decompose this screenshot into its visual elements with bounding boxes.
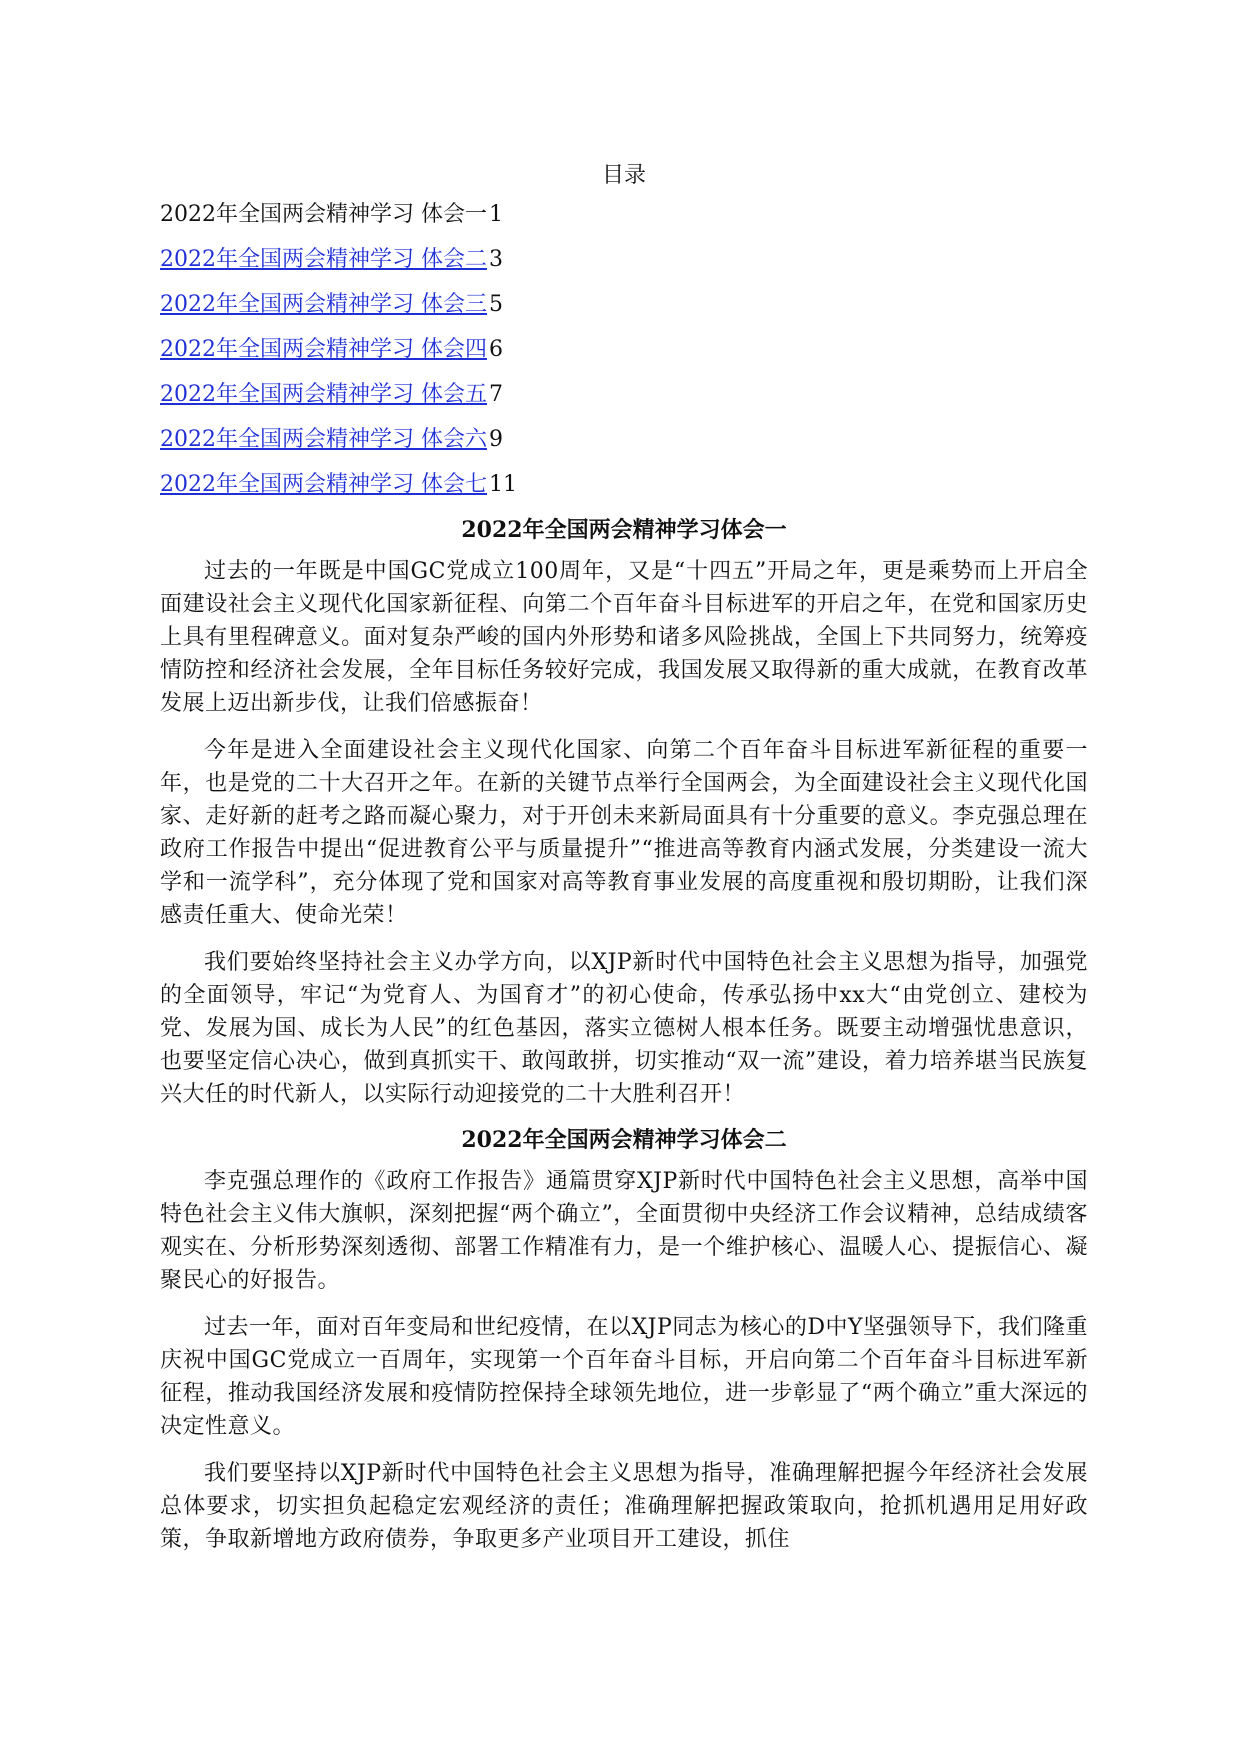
toc-item-title[interactable]: 2022年全国两会精神学习 体会一 (160, 202, 487, 227)
document-page (160, 160, 1088, 1570)
section-2 (160, 1125, 1088, 1556)
toc-link[interactable]: 2022年全国两会精神学习 体会二 (160, 247, 487, 272)
toc-item-page: 11 (488, 472, 517, 497)
toc-item-7[interactable] (160, 470, 1088, 500)
toc-link[interactable]: 2022年全国两会精神学习 体会三 (160, 292, 487, 317)
toc-item-page: 5 (488, 292, 503, 317)
section-1 (160, 515, 1088, 1111)
section-heading: 2022年全国两会精神学习体会一 (461, 517, 787, 543)
toc-link[interactable]: 2022年全国两会精神学习 体会七 (160, 472, 487, 497)
toc-item-5[interactable] (160, 380, 1088, 410)
section-heading: 2022年全国两会精神学习体会二 (461, 1127, 787, 1153)
paragraph: 过去的一年既是中国GC党成立100周年，又是“十四五”开局之年，更是乘势而上开启全面建设社会主义现代化国家新征程、向第二个百年奋斗目标进军的开启之年，在党和国家历史上具有里程碑意义。面对复杂严峻的国内外形势和诸多风险挑战，全国上下共同努力，统筹疫情防控和经济社会发展，全年目标任务较好完成，我国发展又取得新的重大成就，在教育改革发展上迈出新步伐，让我们倍感振奋！ (160, 559, 1088, 716)
toc-item-1[interactable] (160, 200, 1088, 230)
toc-link[interactable]: 2022年全国两会精神学习 体会四 (160, 337, 487, 362)
table-of-contents (160, 200, 1088, 500)
toc-item-6[interactable] (160, 425, 1088, 455)
toc-item-3[interactable] (160, 290, 1088, 320)
toc-item-page: 7 (488, 382, 503, 407)
paragraph: 我们要始终坚持社会主义办学方向，以XJP新时代中国特色社会主义思想为指导，加强党的全面领导，牢记“为党育人、为国育才”的初心使命，传承弘扬中xx大“由党创立、建校为党、发展为国、成长为人民”的红色基因，落实立德树人根本任务。既要主动增强忧患意识，也要坚定信心决心，做到真抓实干、敢闯敢拼，切实推动“双一流”建设，着力培养堪当民族复兴大任的时代新人，以实际行动迎接党的二十大胜利召开！ (160, 950, 1088, 1107)
paragraph: 我们要坚持以XJP新时代中国特色社会主义思想为指导，准确理解把握今年经济社会发展总体要求，切实担负起稳定宏观经济的责任；准确理解把握政策取向，抢抓机遇用足用好政策，争取新增地方政府债券，争取更多产业项目开工建设，抓住 (160, 1461, 1088, 1552)
toc-link[interactable]: 2022年全国两会精神学习 体会六 (160, 427, 487, 452)
paragraph: 过去一年，面对百年变局和世纪疫情，在以XJP同志为核心的D中Y坚强领导下，我们隆重庆祝中国GC党成立一百周年，实现第一个百年奋斗目标，开启向第二个百年奋斗目标进军新征程，推动我国经济发展和疫情防控保持全球领先地位，进一步彰显了“两个确立”重大深远的决定性意义。 (160, 1315, 1088, 1439)
paragraph: 李克强总理作的《政府工作报告》通篇贯穿XJP新时代中国特色社会主义思想，高举中国特色社会主义伟大旗帜，深刻把握“两个确立”，全面贯彻中央经济工作会议精神，总结成绩客观实在、分析形势深刻透彻、部署工作精准有力，是一个维护核心、温暖人心、提振信心、凝聚民心的好报告。 (160, 1169, 1088, 1293)
toc-item-page: 9 (488, 427, 503, 452)
toc-item-2[interactable] (160, 245, 1088, 275)
toc-item-page: 3 (488, 247, 503, 272)
toc-item-4[interactable] (160, 335, 1088, 365)
toc-item-page: 6 (488, 337, 503, 362)
paragraph: 今年是进入全面建设社会主义现代化国家、向第二个百年奋斗目标进军新征程的重要一年，也是党的二十大召开之年。在新的关键节点举行全国两会，为全面建设社会主义现代化国家、走好新的赶考之路而凝心聚力，对于开创未来新局面具有十分重要的意义。李克强总理在政府工作报告中提出“促进教育公平与质量提升”“推进高等教育内涵式发展，分类建设一流大学和一流学科”，充分体现了党和国家对高等教育事业发展的高度重视和殷切期盼，让我们深感责任重大、使命光荣！ (160, 738, 1088, 928)
toc-title: 目录 (601, 163, 646, 188)
toc-link[interactable]: 2022年全国两会精神学习 体会五 (160, 382, 487, 407)
toc-item-page: 1 (488, 202, 503, 227)
